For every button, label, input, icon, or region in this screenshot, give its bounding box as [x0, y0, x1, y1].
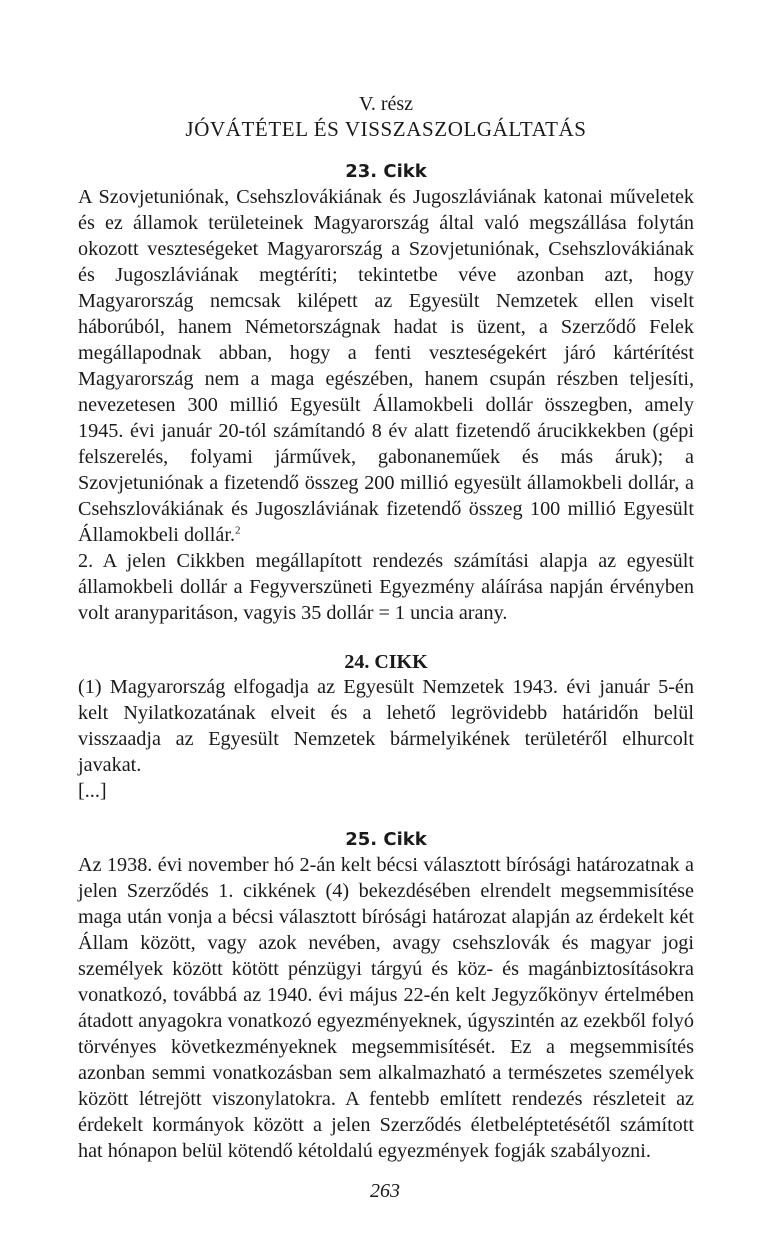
- page-number: 263: [370, 1180, 400, 1202]
- article-24-heading: 24. CIKK: [344, 651, 428, 673]
- spacer: [78, 626, 694, 650]
- article-23-paragraph-1-text: A Szovjetuniónak, Csehszlovákiának és Jugoszláviának katonai műveletek és ez államok területeinek Magyarország által való megszállása folytán okozott veszteségeket Magyarország a Szovjetuniónak, Csehszlovákiának és Jugoszláviának megtéríti; tekintetbe véve azonban azt, hogy Magyarország nemcsak kilépett az Egyesült Nemzetek ellen viselt háborúból, hanem Németországnak hadat is üzent, a Szerződő Felek megállapodnak abban, hogy a fenti veszteségekért járó kártérítést Magyarország nem a maga egészében, hanem csupán részben teljesíti, nevezetesen 300 millió Egyesült Államokbeli dollár összegben, amely 1945. évi január 20-tól számítandó 8 év alatt fizetendő árucikkekben (gépi felszerelés, folyami járművek, gabonaneműek és más áruk); a Szovjetuniónak a fizetendő összeg 200 millió egyesült államokbeli dollár, a Csehszlovákiának és Jugoszláviának fizetendő összeg 100 millió Egyesült Államokbeli dollár.: [78, 186, 694, 546]
- part-title: JÓVÁTÉTEL ÉS VISSZASZOLGÁLTATÁS: [185, 117, 587, 141]
- article-23-heading: 23. Cikk: [345, 161, 427, 182]
- article-24-ellipsis: [...]: [78, 780, 107, 802]
- article-23-paragraph-1: [78, 184, 694, 548]
- article-25-paragraph-1: Az 1938. évi november hó 2-án kelt bécsi választott bírósági határozatnak a jelen Szerződés 1. cikkének (4) bekezdésében elrendelt megsemmisítése maga után vonja a bécsi választott bírósági határozat alapján az érdekelt két Állam között, vagy azok nevében, avagy csehszlovák és magyar jogi személyek között kötött pénzügyi tárgyú és köz- és magánbiztosításokra vonatkozó, továbbá az 1940. évi május 22-én kelt Jegyzőkönyv értelmében átadott anyagokra vonatkozó egyezményeknek, úgyszintén az ezekből folyó törvényes következményeknek megsemmisítését. Ez a megsemmisítés azonban semmi vonatkozásban sem alkalmazható a természetes személyek között létrejött viszonylatokra. A fentebb említett rendezés részleteit az érdekelt kormányok között a jelen Szerződés életbeléptetésétől számított hat hónapon belül kötendő kétoldalú egyezmények fogják szabályozni.: [78, 854, 694, 1162]
- article-24-paragraph-1: (1) Magyarország elfogadja az Egyesült Nemzetek 1943. évi január 5-én kelt Nyilatkozatának elveit és a lehető legrövidebb határidőn belül visszaadja az Egyesült Nemzetek bármelyikének területéről elhurcolt javakat.: [78, 676, 694, 776]
- spacer: [78, 804, 694, 828]
- part-label: V. rész: [358, 93, 414, 115]
- article-25-heading: 25. Cikk: [345, 829, 427, 850]
- footnote-mark: 2: [235, 524, 241, 537]
- article-23-paragraph-2: 2. A jelen Cikkben megállapított rendezés számítási alapja az egyesült államokbeli dollár a Fegyverszüneti Egyezmény aláírása napján érvényben volt aranyparitáson, vagyis 35 dollár = 1 uncia arany.: [78, 550, 694, 624]
- document-page: [78, 92, 694, 1164]
